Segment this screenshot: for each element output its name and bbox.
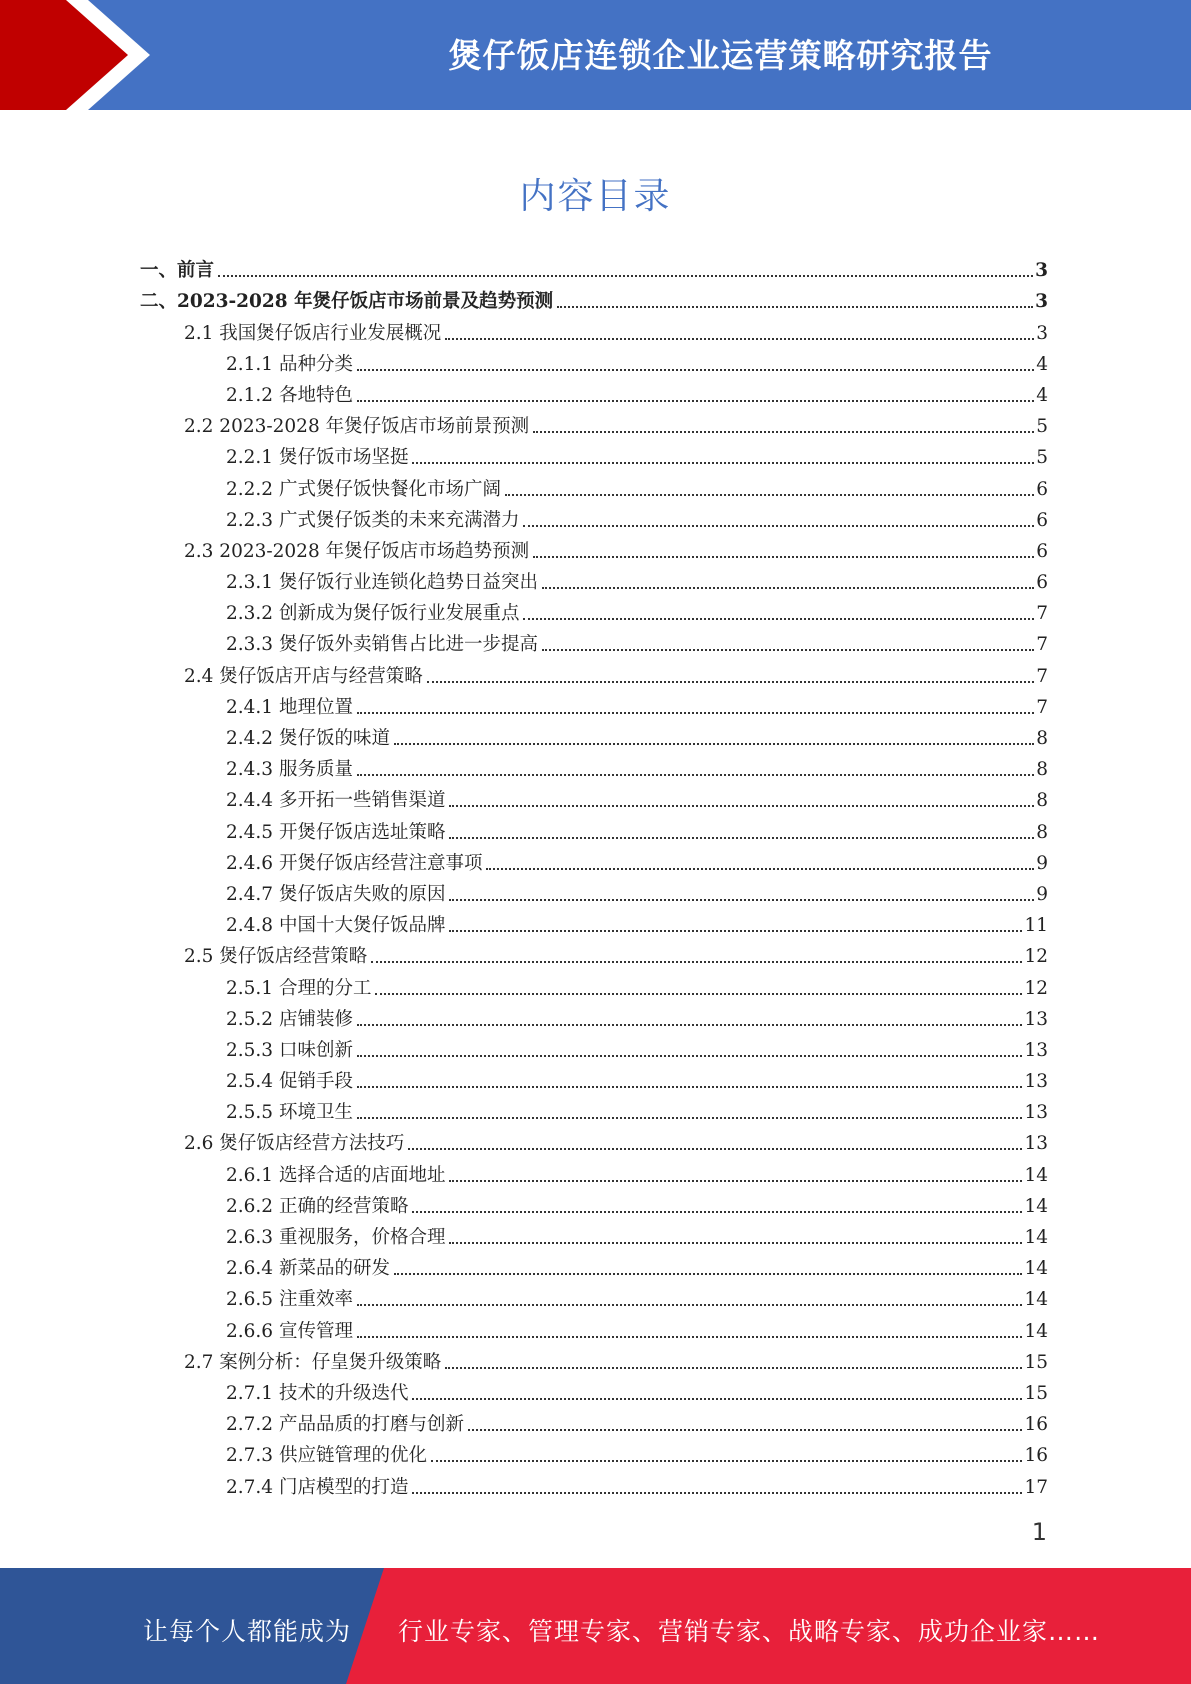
- toc-dot-leader: [412, 1492, 1022, 1494]
- toc-entry[interactable]: [140, 597, 1048, 628]
- toc-entry-page: 6: [1036, 478, 1048, 500]
- toc-entry[interactable]: [140, 909, 1048, 940]
- toc-entry-page: 13: [1024, 1133, 1048, 1155]
- toc-entry-label: 2.6 煲仔饭店经营方法技巧: [184, 1133, 405, 1155]
- toc-entry-label: 2.7.3 供应链管理的优化: [226, 1445, 427, 1467]
- toc-dot-leader: [449, 1242, 1022, 1244]
- toc-entry-page: 3: [1035, 260, 1048, 282]
- toc-entry-page: 14: [1024, 1320, 1048, 1342]
- toc-dot-leader: [449, 930, 1022, 932]
- toc-dot-leader: [357, 400, 1034, 402]
- toc-entry-label: 2.6.6 宣传管理: [226, 1320, 353, 1342]
- toc-entry-page: 3: [1036, 322, 1048, 344]
- toc-entry-page: 13: [1024, 1008, 1048, 1030]
- toc-entry-page: 13: [1024, 1039, 1048, 1061]
- toc-dot-leader: [357, 774, 1034, 776]
- toc-entry-page: 6: [1036, 540, 1048, 562]
- toc-entry-page: 15: [1024, 1351, 1048, 1373]
- toc-entry-label: 2.6.2 正确的经营策略: [226, 1195, 409, 1217]
- toc-dot-leader: [557, 306, 1033, 308]
- toc-dot-leader: [445, 338, 1034, 340]
- toc-dot-leader: [371, 961, 1022, 963]
- toc-dot-leader: [408, 1148, 1022, 1150]
- toc-entry-page: 14: [1024, 1289, 1048, 1311]
- toc-dot-leader: [542, 587, 1034, 589]
- toc-dot-leader: [542, 649, 1034, 651]
- toc-entry-page: 17: [1024, 1476, 1048, 1498]
- toc-dot-leader: [357, 1055, 1023, 1057]
- toc-entry[interactable]: [140, 1034, 1048, 1065]
- toc-entry[interactable]: [140, 410, 1048, 441]
- toc-entry-label: 2.2.2 广式煲仔饭快餐化市场广阔: [226, 478, 501, 500]
- toc-entry-label: 2.5.4 促销手段: [226, 1071, 353, 1093]
- toc-entry-page: 8: [1036, 821, 1048, 843]
- toc-entry[interactable]: [140, 1314, 1048, 1345]
- toc-entry[interactable]: [140, 1283, 1048, 1314]
- toc-entry-label: 2.5.5 环境卫生: [226, 1102, 353, 1124]
- toc-entry[interactable]: [140, 1158, 1048, 1189]
- toc-entry[interactable]: [140, 1439, 1048, 1470]
- toc-dot-leader: [523, 525, 1034, 527]
- toc-entry-label: 2.4 煲仔饭店开店与经营策略: [184, 665, 423, 687]
- toc-entry-label: 2.1 我国煲仔饭店行业发展概况: [184, 322, 442, 344]
- toc-dot-leader: [394, 743, 1034, 745]
- toc-dot-leader: [431, 1460, 1022, 1462]
- toc-entry-label: 2.6.5 注重效率: [226, 1289, 353, 1311]
- toc-entry[interactable]: [140, 1470, 1048, 1501]
- toc-entry-label: 2.2.3 广式煲仔饭类的未来充满潜力: [226, 509, 520, 531]
- toc-entry-label: 2.3.2 创新成为煲仔饭行业发展重点: [226, 603, 520, 625]
- toc-entry-label: 2.3 2023-2028 年煲仔饭店市场趋势预测: [184, 540, 530, 562]
- toc-dot-leader: [412, 462, 1034, 464]
- toc-dot-leader: [533, 556, 1034, 558]
- toc-dot-leader: [427, 681, 1034, 683]
- toc-entry-page: 9: [1036, 883, 1048, 905]
- toc-entry-label: 2.4.6 开煲仔饭店经营注意事项: [226, 852, 483, 874]
- toc-entry-label: 2.5 煲仔饭店经营策略: [184, 946, 368, 968]
- toc-entry[interactable]: [140, 1003, 1048, 1034]
- toc-dot-leader: [449, 1180, 1022, 1182]
- toc-entry-label: 2.4.8 中国十大煲仔饭品牌: [226, 915, 446, 937]
- toc-entry[interactable]: [140, 847, 1048, 878]
- toc-dot-leader: [523, 618, 1034, 620]
- toc-entry[interactable]: [140, 254, 1048, 285]
- toc-dot-leader: [533, 431, 1034, 433]
- toc-dot-leader: [375, 993, 1022, 995]
- toc-entry[interactable]: [140, 659, 1048, 690]
- toc-entry-label: 2.7.1 技术的升级迭代: [226, 1382, 409, 1404]
- toc-entry[interactable]: [140, 784, 1048, 815]
- toc-entry-label: 2.4.4 多开拓一些销售渠道: [226, 790, 446, 812]
- toc-entry-page: 7: [1036, 634, 1048, 656]
- toc-entry[interactable]: [140, 1408, 1048, 1439]
- toc-entry-label: 2.5.3 口味创新: [226, 1039, 353, 1061]
- toc-entry-page: 15: [1024, 1382, 1048, 1404]
- toc-dot-leader: [357, 1336, 1023, 1338]
- toc-entry[interactable]: [140, 1221, 1048, 1252]
- toc-dot-leader: [449, 899, 1034, 901]
- toc-entry[interactable]: [140, 722, 1048, 753]
- toc-entry[interactable]: [140, 815, 1048, 846]
- toc-entry[interactable]: [140, 1190, 1048, 1221]
- toc-entry[interactable]: [140, 628, 1048, 659]
- toc-entry[interactable]: [140, 472, 1048, 503]
- toc-entry[interactable]: [140, 1346, 1048, 1377]
- report-title: 煲仔饭店连锁企业运营策略研究报告: [448, 36, 993, 75]
- toc-dot-leader: [449, 837, 1034, 839]
- toc-entry-page: 13: [1024, 1102, 1048, 1124]
- toc-entry[interactable]: [140, 691, 1048, 722]
- toc-entry-page: 14: [1024, 1227, 1048, 1248]
- toc-entry-label: 2.3.1 煲仔饭行业连锁化趋势日益突出: [226, 572, 538, 594]
- toc-entry-label: 2.5.2 店铺装修: [226, 1008, 353, 1030]
- toc-entry-label: 2.3.3 煲仔饭外卖销售占比进一步提高: [226, 634, 538, 656]
- toc-entry-label: 2.1.2 各地特色: [226, 384, 353, 406]
- toc-entry[interactable]: [140, 878, 1048, 909]
- footer-slogan-right: 行业专家、管理专家、营销专家、战略专家、成功企业家……: [398, 1617, 1101, 1646]
- toc-entry-label: 2.4.7 煲仔饭店失败的原因: [226, 883, 446, 905]
- toc-entry[interactable]: [140, 441, 1048, 472]
- header-arrow-icon: [0, 0, 160, 110]
- toc-dot-leader: [449, 805, 1034, 807]
- toc-entry-label: 2.4.5 开煲仔饭店选址策略: [226, 821, 446, 843]
- toc-dot-leader: [412, 1398, 1022, 1400]
- footer-slogan-left: 让每个人都能成为: [143, 1617, 352, 1646]
- toc-dot-leader: [468, 1429, 1022, 1431]
- toc-entry-page: 14: [1024, 1258, 1048, 1280]
- toc-entry-page: 4: [1036, 384, 1048, 406]
- toc-entry-label: 2.7.4 门店模型的打造: [226, 1476, 409, 1498]
- toc-entry-label: 2.4.3 服务质量: [226, 759, 353, 781]
- toc-entry-page: 14: [1024, 1195, 1048, 1217]
- toc-entry[interactable]: [140, 1096, 1048, 1127]
- toc-entry-page: 5: [1036, 447, 1048, 469]
- toc-entry-label: 2.2.1 煲仔饭市场坚挺: [226, 447, 409, 469]
- toc-dot-leader: [394, 1273, 1022, 1275]
- toc-dot-leader: [218, 275, 1033, 277]
- toc-dot-leader: [505, 494, 1034, 496]
- toc-entry-label: 2.7.2 产品品质的打磨与创新: [226, 1414, 464, 1436]
- toc-entry-label: 2.1.1 品种分类: [226, 353, 353, 375]
- toc-entry-label: 2.6.4 新菜品的研发: [226, 1258, 390, 1280]
- toc-entry-page: 8: [1036, 759, 1048, 781]
- toc-entry-label: 2.6.1 选择合适的店面地址: [226, 1164, 446, 1186]
- toc-dot-leader: [412, 1211, 1022, 1213]
- toc-entry-page: 16: [1024, 1414, 1048, 1436]
- toc-entry-page: 5: [1036, 416, 1048, 438]
- toc-entry-page: 3: [1035, 291, 1048, 313]
- toc-entry-page: 12: [1024, 946, 1048, 968]
- toc-entry-page: 13: [1024, 1071, 1048, 1093]
- toc-dot-leader: [357, 369, 1034, 371]
- toc-entry[interactable]: [140, 504, 1048, 535]
- toc-dot-leader: [357, 1024, 1023, 1026]
- toc-entry-page: 16: [1024, 1445, 1048, 1467]
- toc-entry-page: 7: [1036, 603, 1048, 625]
- toc-heading: 内容目录: [519, 176, 672, 217]
- toc-entry-label: 一、前言: [140, 260, 215, 282]
- toc-entry[interactable]: [140, 1377, 1048, 1408]
- toc-entry[interactable]: [140, 379, 1048, 410]
- toc-entry-page: 8: [1036, 790, 1048, 812]
- toc-entry[interactable]: [140, 348, 1048, 379]
- toc-entry[interactable]: [140, 1065, 1048, 1096]
- page-footer: [0, 1568, 1191, 1684]
- toc-entry-page: 12: [1024, 977, 1048, 999]
- toc-dot-leader: [357, 1086, 1023, 1088]
- toc-entry-label: 2.2 2023-2028 年煲仔饭店市场前景预测: [184, 416, 530, 438]
- toc-entry-page: 7: [1036, 665, 1048, 687]
- toc-entry-label: 二、2023-2028 年煲仔饭店市场前景及趋势预测: [140, 291, 554, 313]
- toc-entry-label: 2.5.1 合理的分工: [226, 977, 372, 999]
- toc-entry-label: 2.4.1 地理位置: [226, 696, 353, 718]
- toc-dot-leader: [486, 868, 1034, 870]
- toc-entry[interactable]: [140, 566, 1048, 597]
- toc-entry[interactable]: [140, 316, 1048, 347]
- toc-entry[interactable]: [140, 535, 1048, 566]
- toc-entry-page: 7: [1036, 696, 1048, 718]
- toc-dot-leader: [357, 712, 1034, 714]
- toc-entry-page: 8: [1036, 728, 1048, 749]
- toc-entry-page: 14: [1024, 1164, 1048, 1186]
- page-number: 1: [1031, 1518, 1047, 1546]
- toc-entry[interactable]: [140, 1252, 1048, 1283]
- toc-entry-page: 11: [1024, 915, 1048, 937]
- toc-entry[interactable]: [140, 971, 1048, 1002]
- toc-entry-label: 2.6.3 重视服务，价格合理: [226, 1227, 446, 1248]
- toc-entry-page: 6: [1036, 509, 1048, 531]
- table-of-contents: [140, 254, 1048, 1502]
- toc-entry-label: 2.7 案例分析：仔皇煲升级策略: [184, 1351, 442, 1373]
- toc-entry[interactable]: [140, 940, 1048, 971]
- toc-entry[interactable]: [140, 753, 1048, 784]
- toc-entry-page: 6: [1036, 572, 1048, 594]
- toc-dot-leader: [445, 1367, 1022, 1369]
- toc-dot-leader: [357, 1117, 1023, 1119]
- page-header: [0, 0, 1191, 110]
- toc-entry[interactable]: [140, 285, 1048, 316]
- toc-dot-leader: [357, 1304, 1023, 1306]
- toc-entry[interactable]: [140, 1127, 1048, 1158]
- toc-entry-page: 4: [1036, 353, 1048, 375]
- toc-entry-label: 2.4.2 煲仔饭的味道: [226, 728, 390, 749]
- toc-entry-page: 9: [1036, 852, 1048, 874]
